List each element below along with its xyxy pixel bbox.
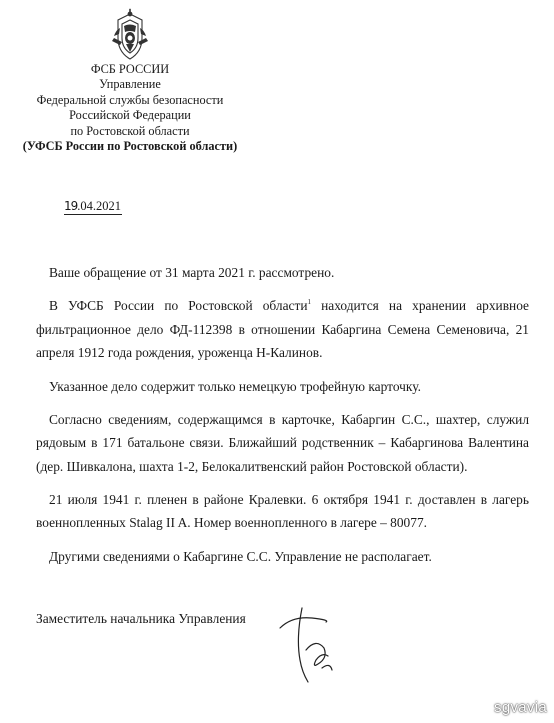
paragraph: Другими сведениями о Кабаргине С.С. Управление не располагает. [49,548,432,564]
handwritten-signature [272,598,344,688]
signatory-title: Заместитель начальника Управления [36,611,246,626]
paragraph: Ваше обращение от 31 марта 2021 г. рассмотрено. [49,265,335,280]
letterhead [10,62,250,154]
org-line: Российской Федерации [69,108,191,123]
letter-body [36,261,529,568]
paragraph: Указанное дело содержит только немецкую трофейную карточку. [49,378,421,394]
watermark: sgvavia [494,699,547,716]
paragraph: Согласно сведениям, содержащимся в карточке, Кабаргин С.С., шахтер, служил рядовым в 171 батальоне связи. Ближайший родственник – Кабаргинова Валентина (дер. Шивкалона, шахта 1-2, Белокалитвенский район Ростовской области). [36,412,529,474]
paragraph: В УФСБ России по Ростовской области$^1$ находится на хранении архивное фильтрационное дело ФД-112398 в отношении Кабаргина Семена Семеновича, 21 апреля 1912 года рождения, уроженца Н-Калинов. [36,298,529,361]
org-line: Управление [99,77,161,92]
paragraph: 21 июля 1941 г. пленен в районе Кралевки. 6 октября 1941 г. доставлен в лагерь военнопленных Stalag II A. Номер военнопленного в лагере – 80077. [36,492,529,531]
org-short-name: (УФСБ России по Ростовской области) [22,139,238,154]
footnote-marker: 1 [307,298,311,307]
date-month-year: .04.2021 [77,199,122,213]
org-name: ФСБ РОССИИ [90,62,170,76]
letter-date [64,199,122,215]
date-day-handwritten: 19 [64,199,78,213]
fsb-emblem-icon [108,8,152,62]
org-line: по Ростовской области [70,123,190,138]
org-line: Федеральной службы безопасности [36,92,224,107]
